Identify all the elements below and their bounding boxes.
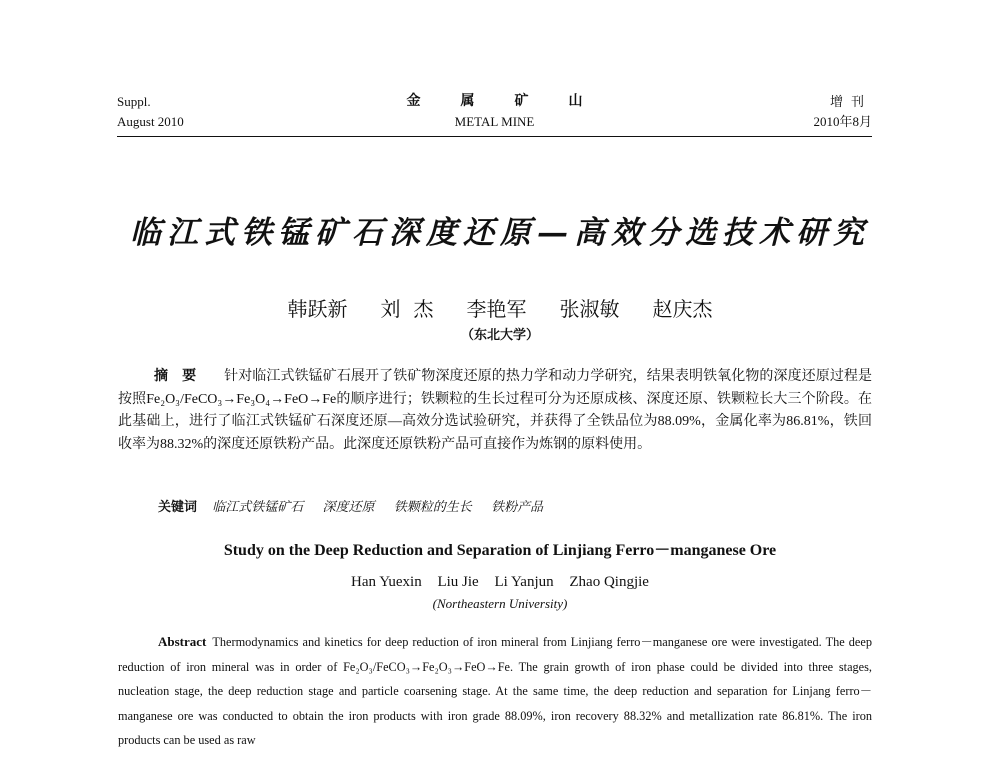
author-cn: 刘 杰 bbox=[380, 299, 434, 321]
keyword: 深度还原 bbox=[322, 499, 375, 514]
keywords-label-cn: 关键词 bbox=[158, 499, 198, 514]
author-en: Han Yuexin bbox=[351, 574, 422, 590]
journal-name-en: METAL MINE bbox=[454, 114, 535, 129]
journal-name bbox=[117, 92, 872, 132]
author-list-cn bbox=[0, 293, 1000, 322]
abstract-text-en: Thermodynamics and kinetics for deep reduction of iron mineral from Linjiang ferro－manganese ore were investigated. The deep reduction of iron mineral was in order of Fe₂O₃/FeCO₃→Fe₂O₃→FeO→Fe. The grain growth of iron phase could be divided into three stages, nucleation stage, the deep reduction stage and particle coarsening stage. At the same time, the deep reduction and separation for Linjang ferro－manganese ore was conducted to obtain the iron products with iron grade 88.09%, iron recovery 88.32% and metallization rate 86.81%. The iron products can be used as raw bbox=[118, 635, 872, 747]
author-list-en bbox=[0, 574, 1000, 591]
paper-title-en: Study on the Deep Reduction and Separation of Linjiang Ferro－manganese Ore bbox=[223, 542, 777, 559]
abstract-text-cn: 针对临江式铁锰矿石展开了铁矿物深度还原的热力学和动力学研究，结果表明铁氧化物的深度还原过程是按照Fe₂O₃/FeCO₃→Fe₃O₄→FeO→Fe的顺序进行；铁颗粒的生长过程可分为还原成核、深度还原、铁颗粒长大三个阶段。在此基础上，进行了临江式铁锰矿石深度还原—高效分选试验研究，并获得了全铁品位为88.09%，金属化率为86.81%，铁回收率为88.32%的深度还原铁粉产品。此深度还原铁粉产品可直接作为炼钢的原料使用。 bbox=[118, 369, 872, 452]
keyword: 铁颗粒的生长 bbox=[393, 499, 472, 514]
keyword: 铁粉产品 bbox=[491, 499, 544, 514]
supplement-label-cn: 增刊 bbox=[829, 94, 872, 109]
author-en: Zhao Qingjie bbox=[569, 574, 649, 590]
issue-date-en: August 2010 bbox=[117, 114, 184, 129]
author-cn: 张淑敏 bbox=[559, 299, 620, 321]
author-en: Liu Jie bbox=[437, 574, 479, 590]
header-rule bbox=[117, 136, 872, 137]
affiliation-en: (Northeastern University) bbox=[432, 596, 568, 611]
author-en: Li Yanjun bbox=[494, 574, 554, 590]
issue-date-cn: 2010年8月 bbox=[813, 114, 872, 129]
header-right bbox=[813, 92, 872, 132]
abstract-label-cn: 摘要 bbox=[154, 369, 211, 384]
keywords-cn bbox=[158, 496, 559, 515]
abstract-cn bbox=[118, 366, 872, 456]
author-cn: 赵庆杰 bbox=[652, 299, 713, 321]
abstract-label-en: Abstract bbox=[158, 634, 207, 649]
running-header bbox=[117, 92, 872, 138]
abstract-en bbox=[118, 630, 872, 753]
affiliation-cn: （东北大学） bbox=[460, 327, 539, 342]
keyword: 临江式铁锰矿石 bbox=[212, 499, 304, 514]
supplement-label: Suppl. bbox=[117, 94, 151, 109]
author-cn: 李艳军 bbox=[466, 299, 527, 321]
journal-name-cn: 金属矿山 bbox=[406, 94, 623, 109]
author-cn: 韩跃新 bbox=[287, 299, 348, 321]
paper-title-cn: 临江式铁锰矿石深度还原—高效分选技术研究 bbox=[130, 215, 870, 251]
